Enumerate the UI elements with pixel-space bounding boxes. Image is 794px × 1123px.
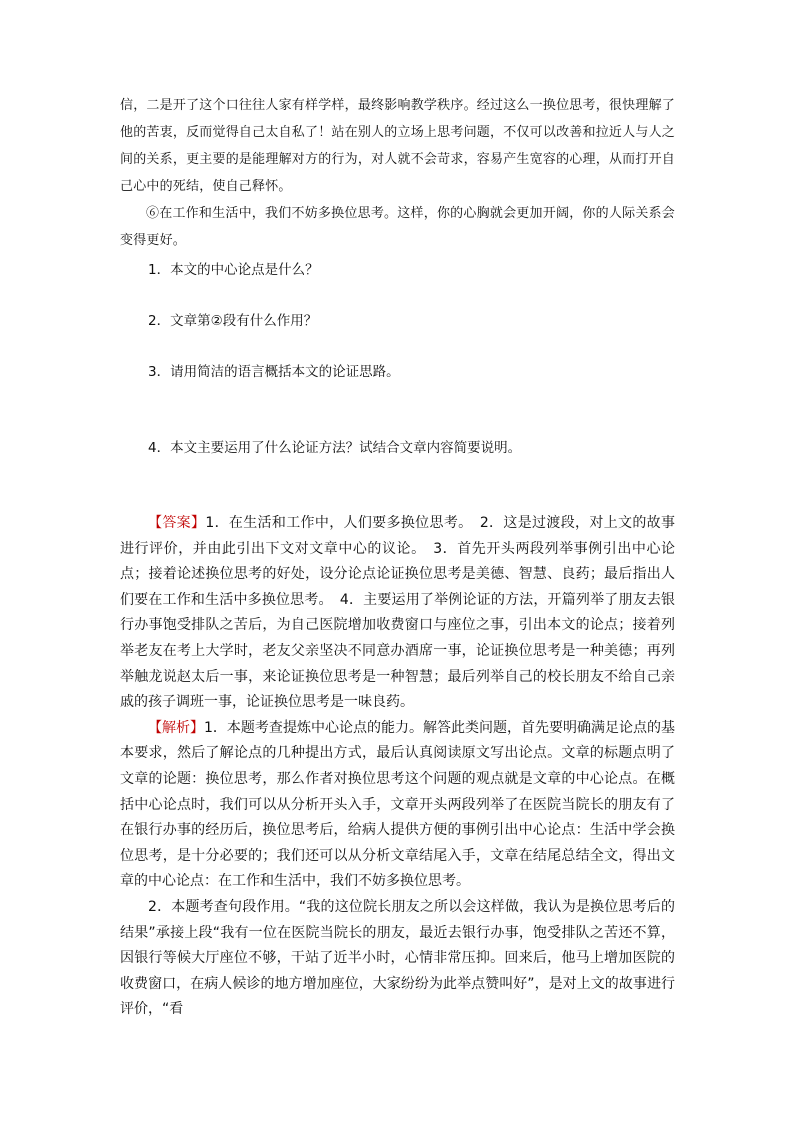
- reading-passage: [120, 92, 675, 254]
- analysis-paragraph-2: 2．本题考查句段作用。“我的这位院长朋友之所以会这样做，我认为是换位思考后的结果”承接上段“我有一位在医院当院长的朋友，最近去银行办事，饱受排队之苦还不算，因银行等候大厅座位不够，干站了近半小时，心情非常压抑。回来后，他马上增加医院的收费窗口，在病人候诊的地方增加座位，大家纷纷为此举点赞叫好”，是对上文的故事进行评价，“看: [120, 898, 675, 1018]
- analysis-text-1: 1．本题考查提炼中心论点的能力。解答此类问题，首先要明确满足论点的基本要求，然后了解论点的几种提出方式，最后认真阅读原文写出论点。文章的标题点明了文章的论题：换位思考，那么作者对换位思考这个问题的观点就是文章的中心论点。在概括中心论点时，我们可以从分析开头入手，文章开头两段列举了在医院当院长的朋友有了在银行办事的经历后，换位思考后，给病人提供方便的事例引出中心论点：生活中学会换位思考，是十分必要的；我们还可以从分析文章结尾入手，文章在结尾总结全文，得出文章的中心论点：在工作和生活中，我们不妨多换位思考。: [120, 719, 676, 890]
- analysis-paragraph-1: [120, 716, 675, 895]
- passage-paragraph-6: ⑥在工作和生活中，我们不妨多换位思考。这样，你的心胸就会更加开阔，你的人际关系会变得更好。: [120, 206, 675, 248]
- analysis-tag: 【解析】: [148, 719, 205, 736]
- answer-paragraph: [120, 511, 675, 716]
- question-4: 4．本文主要运用了什么论证方法？试结合文章内容简要说明。: [148, 440, 522, 456]
- question-1: 1．本文的中心论点是什么？: [148, 262, 319, 278]
- question-2: 2．文章第②段有什么作用？: [148, 313, 318, 329]
- answer-section: [120, 511, 675, 1023]
- question-3: 3．请用简洁的语言概括本文的论证思路。: [148, 364, 400, 380]
- answer-tag: 【答案】: [148, 515, 206, 531]
- passage-paragraph-5-end: 信，二是开了这个口往往人家有样学样，最终影响教学秩序。经过这么一换位思考，很快理解了他的苦衷，反而觉得自己太自私了！站在别人的立场上思考问题，不仅可以改善和拉近人与人之间的关系，更主要的是能理解对方的行为，对人就不会苛求，容易产生宽容的心理，从而打开自己心中的死结，使自己释怀。: [120, 98, 675, 194]
- answer-text: 1．在生活和工作中，人们要多换位思考。 2．这是过渡段，对上文的故事进行评价，并由此引出下文对文章中心的议论。 3．首先开头两段列举事例引出中心论点；接着论述换位思考的好处，设分论点论证换位思考是美德、智慧、良药；最后指出人们要在工作和生活中多换位思考。 4．主要运用了举例论证的方法，开篇列举了朋友去银行办事饱受排队之苦后，为自己医院增加收费窗口与座位之事，引出本文的论点；接着列举老友在考上大学时，老友父亲坚决不同意办酒席一事，论证换位思考是一种美德；再列举触龙说赵太后一事，来论证换位思考是一种智慧；最后列举自己的校长朋友不给自己亲戚的孩子调班一事，论证换位思考是一味良药。: [120, 515, 676, 711]
